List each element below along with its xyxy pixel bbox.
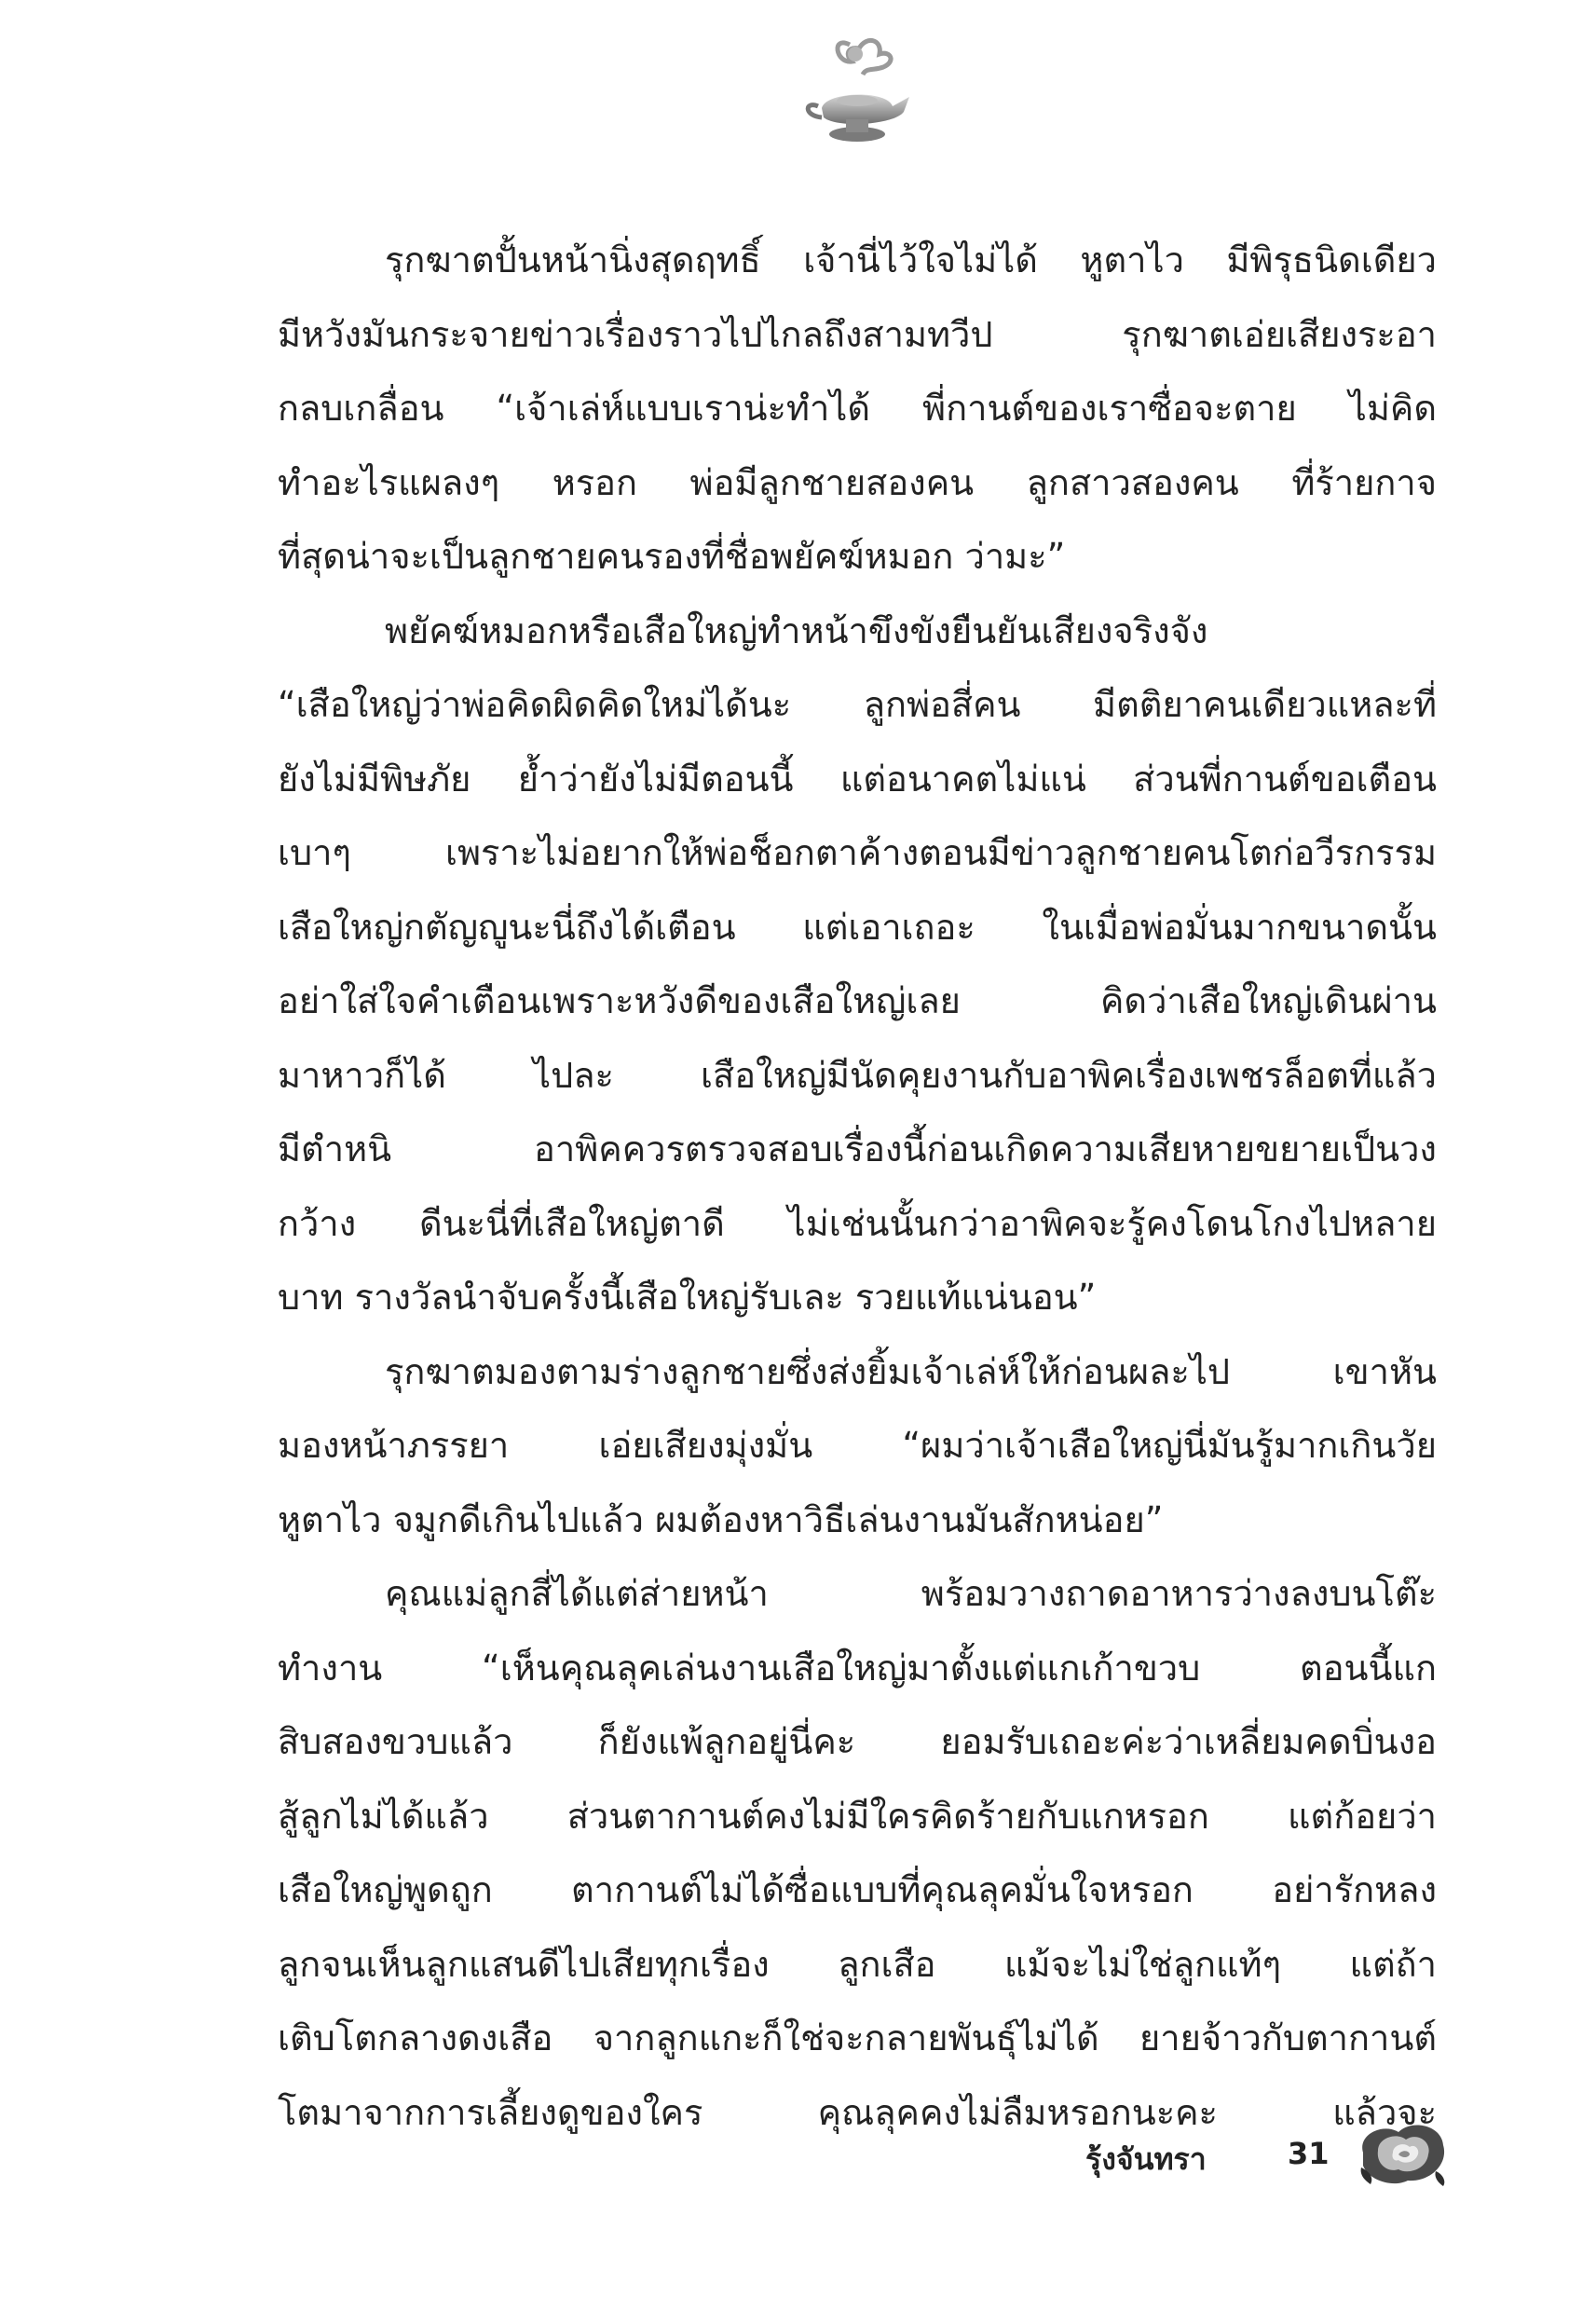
text-line: มาหาวก็ได้ ไปละ เสือใหญ่มีนัดคุยงานกับอาพิคเรื่องเพชรล็อตที่แล้ว	[278, 1054, 1437, 1096]
page-number: 31	[1288, 2136, 1330, 2171]
text-line: โตมาจากการเลี้ยงดูของใคร คุณลุคคงไม่ลืมหรอกนะคะ แล้วจะ	[278, 2091, 1437, 2133]
text-line: อย่าใส่ใจคำเตือนเพราะหวังดีของเสือใหญ่เลย คิดว่าเสือใหญ่เดินผ่าน	[278, 980, 1437, 1021]
text-line: สู้ลูกไม่ได้แล้ว ส่วนตากานต์คงไม่มีใครคิดร้ายกับแกหรอก แต่ก้อยว่า	[278, 1795, 1437, 1837]
genie-lamp-ornament-icon	[794, 26, 924, 157]
text-line: กลบเกลื่อน “เจ้าเล่ห์แบบเราน่ะทำได้ พี่กานต์ของเราซื่อจะตาย ไม่คิด	[278, 388, 1437, 429]
text-line: มองหน้าภรรยา เอ่ยเสียงมุ่งมั่น “ผมว่าเจ้าเสือใหญ่นี่มันรู้มากเกินวัย	[278, 1425, 1437, 1466]
text-line: เสือใหญ่พูดถูก ตากานต์ไม่ได้ซื่อแบบที่คุณลุคมั่นใจหรอก อย่ารักหลง	[278, 1869, 1437, 1910]
book-title: รุ้งจันทรา	[1085, 2141, 1207, 2177]
text-line: รุกฆาตมองตามร่างลูกชายซึ่งส่งยิ้มเจ้าเล่ห์ให้ก่อนผละไป เขาหัน	[385, 1350, 1437, 1392]
body-text	[278, 224, 1437, 2150]
rose-icon	[1356, 2115, 1449, 2190]
text-line: เบาๆ เพราะไม่อยากให้พ่อช็อกตาค้างตอนมีข่าวลูกชายคนโตก่อวีรกรรม	[278, 832, 1437, 873]
text-line: มีหวังมันกระจายข่าวเรื่องราวไปไกลถึงสามทวีป รุกฆาตเอ่ยเสียงระอา	[278, 313, 1437, 355]
text-line: สิบสองขวบแล้ว ก็ยังแพ้ลูกอยู่นี่คะ ยอมรับเถอะค่ะว่าเหลี่ยมคดบิ่นงอ	[278, 1721, 1437, 1762]
text-line: พยัคฆ์หมอกหรือเสือใหญ่ทำหน้าขึงขังยืนยันเสียงจริงจัง	[385, 609, 1208, 651]
text-line: คุณแม่ลูกสี่ได้แต่ส่ายหน้า พร้อมวางถาดอาหารว่างลงบนโต๊ะ	[385, 1573, 1437, 1614]
text-line: เติบโตกลางดงเสือ จากลูกแกะก็ใช่จะกลายพันธุ์ไม่ได้ ยายจ้าวกับตากานต์	[278, 2017, 1437, 2058]
paragraph-2	[278, 595, 1437, 1335]
text-line: เสือใหญ่กตัญญูนะนี่ถึงได้เตือน แต่เอาเถอะ ในเมื่อพ่อมั่นมากขนาดนั้น	[278, 906, 1437, 948]
text-line: ที่สุดน่าจะเป็นลูกชายคนรองที่ชื่อพยัคฆ์หมอก ว่ามะ”	[278, 536, 1066, 577]
text-line: รุกฆาตปั้นหน้านิ่งสุดฤทธิ์ เจ้านี่ไว้ใจไม่ได้ หูตาไว มีพิรุธนิดเดียว	[385, 239, 1437, 280]
paragraph-4	[278, 1557, 1437, 2150]
text-line: ยังไม่มีพิษภัย ย้ำว่ายังไม่มีตอนนี้ แต่อนาคตไม่แน่ ส่วนพี่กานต์ขอเตือน	[278, 758, 1437, 800]
paragraph-1	[278, 224, 1437, 595]
paragraph-3	[278, 1335, 1437, 1558]
text-line: หูตาไว จมูกดีเกินไปแล้ว ผมต้องหาวิธีเล่นงานมันสักหน่อย”	[278, 1498, 1164, 1540]
text-line: ทำงาน “เห็นคุณลุคเล่นงานเสือใหญ่มาตั้งแต่แกเก้าขวบ ตอนนี้แก	[278, 1647, 1437, 1689]
text-line: ลูกจนเห็นลูกแสนดีไปเสียทุกเรื่อง ลูกเสือ แม้จะไม่ใช่ลูกแท้ๆ แต่ถ้า	[278, 1943, 1437, 1985]
text-line: ทำอะไรแผลงๆ หรอก พ่อมีลูกชายสองคน ลูกสาวสองคน ที่ร้ายกาจ	[278, 461, 1437, 503]
text-line: มีตำหนิ อาพิคควรตรวจสอบเรื่องนี้ก่อนเกิดความเสียหายขยายเป็นวง	[278, 1128, 1437, 1169]
text-line: บาท รางวัลนำจับครั้งนี้เสือใหญ่รับเละ รวยแท้แน่นอน”	[278, 1277, 1097, 1318]
text-line: กว้าง ดีนะนี่ที่เสือใหญ่ตาดี ไม่เช่นนั้นกว่าอาพิคจะรู้คงโดนโกงไปหลาย	[278, 1202, 1437, 1244]
text-line: “เสือใหญ่ว่าพ่อคิดผิดคิดใหม่ได้นะ ลูกพ่อสี่คน มีตติยาคนเดียวแหละที่	[278, 684, 1437, 725]
page-footer	[0, 2115, 1596, 2199]
